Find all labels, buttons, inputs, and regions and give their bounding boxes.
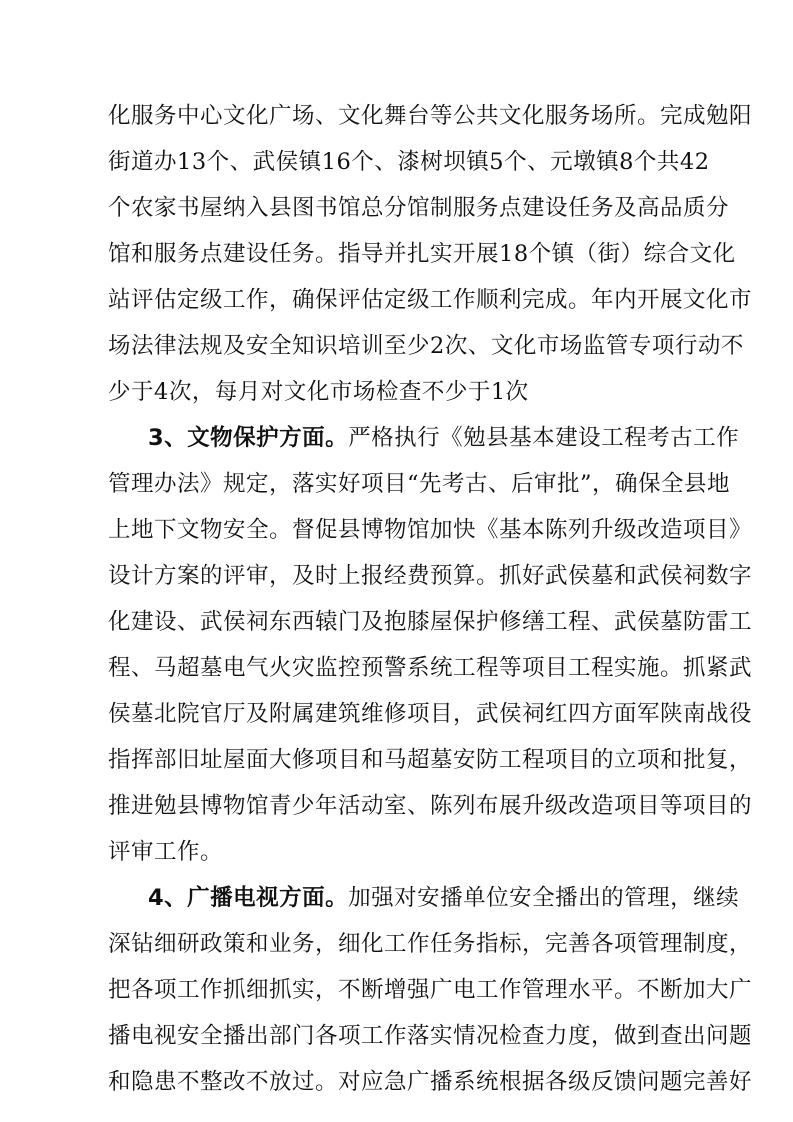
section-text: 加强对安播单位安全播出的管理，继续 [348,885,740,911]
text-line: 个农家书屋纳入县图书馆总分馆制服务点建设任务及高品质分 [108,195,730,221]
text-line: 管理办法》规定，落实好项目“先考古、后审批”，确保全县地 [108,471,731,497]
text-line: 上地下文物安全。督促县博物馆加快《基本陈列升级改造项目》 [108,517,753,543]
text-line: 设计方案的评审，及时上报经费预算。抓好武侯墓和武侯祠数字 [108,563,753,589]
text-line: 场法律法规及安全知识培训至少2次、文化市场监管专项行动不 [108,333,744,359]
text-line: 深钻细研政策和业务，细化工作任务指标，完善各项管理制度， [108,931,753,957]
text-line: 少于4次，每月对文化市场检查不少于1次 [108,379,529,405]
section-first-line [148,883,740,913]
section-heading: 4、广播电视方面。 [148,885,349,911]
text-line: 馆和服务点建设任务。指导并扎实开展18个镇（街）综合文化 [108,241,736,267]
text-line: 把各项工作抓细抓实，不断增强广电工作管理水平。不断加大广 [108,977,753,1003]
text-line: 化建设、武侯祠东西辕门及抱膝屋保护修缮工程、武侯墓防雷工 [108,609,753,635]
text-line: 评审工作。 [108,839,224,865]
text-line: 和隐患不整改不放过。对应急广播系统根据各级反馈问题完善好 [108,1069,753,1095]
text-line: 化服务中心文化广场、文化舞台等公共文化服务场所。完成勉阳 [108,103,753,129]
text-line: 站评估定级工作，确保评估定级工作顺利完成。年内开展文化市 [108,287,753,313]
text-line: 程、马超墓电气火灾监控预警系统工程等项目工程实施。抓紧武 [108,655,753,681]
section-first-line [148,423,740,453]
text-line: 推进勉县博物馆青少年活动室、陈列布展升级改造项目等项目的 [108,793,753,819]
text-line: 街道办13个、武侯镇16个、漆树坝镇5个、元墩镇8个共42 [108,149,710,175]
text-line: 侯墓北院官厅及附属建筑维修项目，武侯祠红四方面军陕南战役 [108,701,753,727]
text-line: 播电视安全播出部门各项工作落实情况检查力度，做到查出问题 [108,1023,753,1049]
section-text: 严格执行《勉县基本建设工程考古工作 [348,425,740,451]
section-heading: 3、文物保护方面。 [148,425,349,451]
text-line: 指挥部旧址屋面大修项目和马超墓安防工程项目的立项和批复， [108,747,753,773]
